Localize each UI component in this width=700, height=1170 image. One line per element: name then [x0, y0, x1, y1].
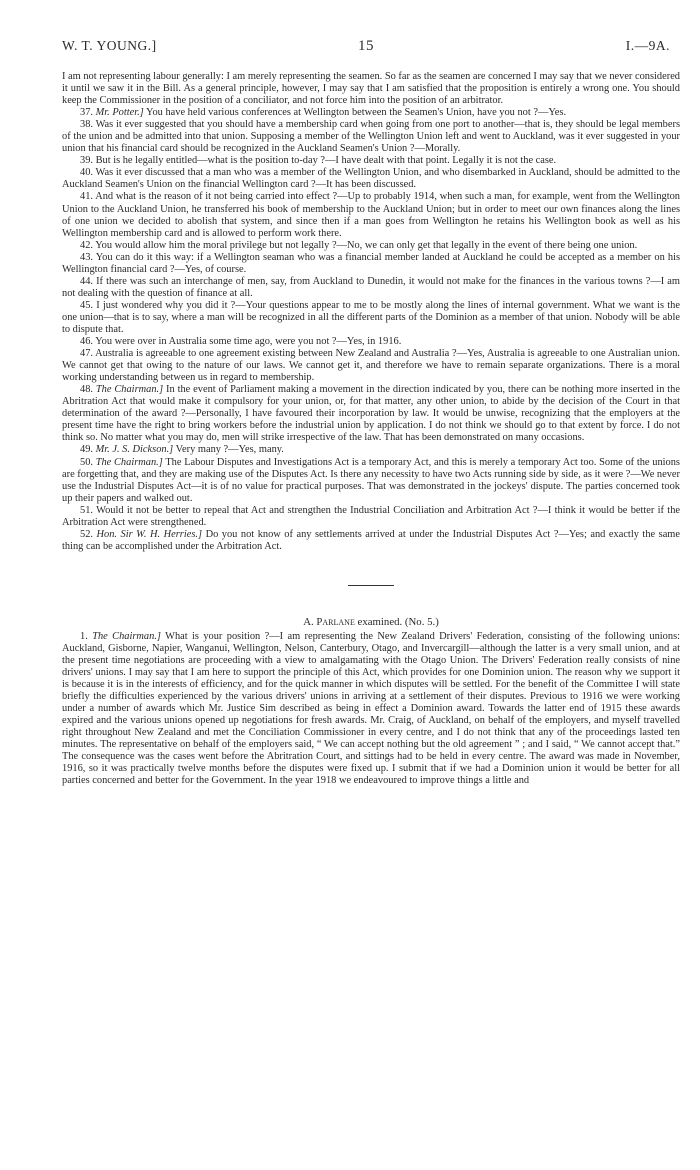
- paragraph-number: 44: [80, 275, 91, 287]
- speaker-name: The Chairman.]: [95, 456, 163, 468]
- paragraph-text: But is he legally entitled—what is the position to-day ?—I have dealt with that point. Legally it is not the case.: [95, 155, 557, 167]
- paragraph-number: 37: [80, 107, 91, 119]
- paragraph-number: 41: [80, 191, 91, 203]
- paragraph-number: 40: [80, 167, 91, 179]
- paragraph-text: And what is the reason of it not being carried into effect ?—Up to probably 1914, when such a man, for example, went from the Wellington Union to the Auckland Union, he transferred his book of membership to the Auckland Union; but in order to meet our own finances along the lines of one union we decided to abolish that system, and since then if a man goes from Wellington he retains his Wellington book as well as his Wellington membership card and is allowed to perform work there.: [62, 191, 680, 239]
- witness-heading-prefix: A.: [303, 615, 317, 628]
- paragraph-number: 1: [80, 630, 86, 642]
- numbered-paragraph: 49. Mr. J. S. Dickson.] Very many ?—Yes, many.: [80, 444, 284, 456]
- question-answer-list: [62, 107, 680, 553]
- paragraph-number: 47: [80, 348, 91, 360]
- paragraph-number: 49: [80, 444, 91, 456]
- numbered-paragraph: 46. You were over in Australia some time ago, were you not ?—Yes, in 1916.: [80, 336, 402, 348]
- page-header: [62, 38, 670, 58]
- paragraph-text: The Labour Disputes and Investigations Act is a temporary Act, and this is merely a temporary Act too. Some of the unions are forgetting that, and they are making use of the Disputes Act. Is there any necessity to have two Acts running side by side, as it were ?—We never use the Industrial Disputes Act—it is of no value for practical purposes. That was demonstrated in the jockeys' dispute. The parties concerned took up their papers and walked out.: [62, 456, 680, 504]
- numbered-paragraph: 43. You can do it this way: if a Wellington seaman who was a financial member landed at Auckland he could be accepted as a member on his Wellington financial card ?—Yes, of course.: [62, 251, 680, 275]
- numbered-paragraph: 51. Would it not be better to repeal that Act and strengthen the Industrial Conciliation and Arbitration Act ?—I think it would be better if the Arbitration Act were strengthened.: [62, 504, 680, 528]
- numbered-paragraph: 44. If there was such an interchange of men, say, from Auckland to Dunedin, it would not make for the finances in the various towns ?—I am not dealing with the question of finance at all.: [62, 275, 680, 299]
- paragraph-number: 38: [80, 119, 91, 131]
- opening-paragraph: I am not representing labour generally: I am merely representing the seamen. So far as the seamen are concerned I may say that we never considered it until we saw it in the Bill. As a general principle, however, I may say that I am satisfied that the proposition is entirely a wrong one. You should keep the Commissioner in the position of a conciliator, and not force him into the position of an arbitrator.: [62, 71, 680, 107]
- paragraph-text: In the event of Parliament making a movement in the direction indicated by you, there can be nothing more inserted in the Abritration Act that would make it compulsory for your union, or, for that matter, any other union, to abide by the decision of the Court in that determination of the award ?—Personally, I have favoured their incorporation by law. It would be unwise, recognizing that the employers at the present time have the right to bring workers before the industrial union by application. I do not think we should go to that extent by force. I do not think so. No matter what you may do, men will strike irrespective of the law. That has been demonstrated on many occasions.: [62, 384, 680, 444]
- numbered-paragraph: 48. The Chairman.] In the event of Parliament making a movement in the direction indicated by you, there can be nothing more inserted in the Abritration Act that would make it compulsory for your union, or, for that matter, any other union, to abide by the decision of the Court in that determination of the award ?—Personally, I have favoured their incorporation by law. It would be unwise, recognizing that the employers at the present time have the right to bring workers before the industrial union by application. I do not think we should go to that extent by force. I do not think so. No matter what you may do, men will strike irrespective of the law. That has been demonstrated on many occasions.: [62, 384, 680, 444]
- paragraph-number: 50: [80, 456, 91, 468]
- paragraph-number: 42: [80, 239, 91, 251]
- header-witness-name: W. T. YOUNG.]: [62, 38, 157, 53]
- document-body: [62, 71, 680, 788]
- paragraph-text: You have held various conferences at Wellington between the Seamen's Union, have you not ?—Yes.: [146, 107, 567, 119]
- speaker-name: Mr. Potter.]: [95, 107, 144, 119]
- witness-heading-suffix: examined. (No. 5.): [354, 615, 439, 628]
- numbered-paragraph: 37. Mr. Potter.] You have held various conferences at Wellington between the Seamen's Union, have you not ?—Yes.: [80, 107, 567, 119]
- paragraph-number: 46: [80, 336, 91, 348]
- paragraph-text: Do you not know of any settlements arrived at under the Industrial Disputes Act ?—Yes; and exactly the same thing can be accomplished under the Arbitration Act.: [62, 528, 680, 552]
- speaker-name: The Chairman.]: [92, 630, 161, 642]
- paragraph-number: 48: [80, 384, 91, 396]
- paragraph-number: 52: [80, 528, 91, 540]
- witness-heading: [62, 616, 680, 628]
- paragraph-text: If there was such an interchange of men, say, from Auckland to Dunedin, it would not make for the finances in the various towns ?—I am not dealing with the question of finance at all.: [62, 275, 680, 299]
- paragraph-number: 39: [80, 155, 91, 167]
- section-divider: [348, 585, 394, 586]
- numbered-paragraph: 50. The Chairman.] The Labour Disputes and Investigations Act is a temporary Act, and this is merely a temporary Act too. Some of the unions are forgetting that, and they are making use of the Disputes Act. Is there any necessity to have two Acts running side by side, as it were ?—We never use the Industrial Disputes Act—it is of no value for practical purposes. That was demonstrated in the jockeys' dispute. The parties concerned took up their papers and walked out.: [62, 456, 680, 504]
- numbered-paragraph: 41. And what is the reason of it not being carried into effect ?—Up to probably 1914, when such a man, for example, went from the Wellington Union to the Auckland Union, he transferred his book of membership to the Auckland Union; but in order to meet our own finances along the lines of one union we decided to abolish that system, and since then if a man goes from Wellington he retains his Wellington book as well as his Wellington membership card and is allowed to perform work there.: [62, 191, 680, 239]
- speaker-name: The Chairman.]: [95, 384, 164, 396]
- numbered-paragraph: 38. Was it ever suggested that you should have a membership card when going from one port to another—that is, they should be legal members of the union and be admitted into that union. Supposing a member of the Wellington Union left and went to Auckland, was it ever suggested in your union that his financial card should be recognized in the Auckland Seamen's Union ?—Morally.: [62, 119, 680, 155]
- numbered-paragraph: 40. Was it ever discussed that a man who was a member of the Wellington Union, and who disembarked in Auckland, should be admitted to the Auckland Seamen's Union on the financial Wellington card ?—It has been discussed.: [62, 167, 680, 191]
- numbered-paragraph: 42. You would allow him the moral privilege but not legally ?—No, we can only get that legally in the event of there being one union.: [80, 239, 638, 251]
- paragraph-text: Was it ever suggested that you should have a membership card when going from one port to another—that is, they should be legal members of the union and be admitted into that union. Supposing a member of the Wellington Union left and went to Auckland, was it ever suggested in your union that his financial card should be recognized in the Auckland Seamen's Union ?—Morally.: [62, 119, 680, 155]
- paragraph-text: Australia is agreeable to one agreement existing between New Zealand and Australia ?—Yes, Australia is agreeable to one Australian union. We cannot get that owing to the nature of our laws. We cannot get it, and therefore we have to remain separate organizations. There is a moral working understanding between us in regard to membership.: [62, 348, 681, 384]
- page-number: 15: [358, 38, 374, 54]
- witness-heading-name: Parlane: [316, 615, 355, 628]
- numbered-paragraph: 47. Australia is agreeable to one agreement existing between New Zealand and Australia ?—Yes, Australia is agreeable to one Australian union. We cannot get that owing to the nature of our laws. We cannot get it, and therefore we have to remain separate organizations. There is a moral working understanding between us in regard to membership.: [62, 348, 681, 384]
- numbered-paragraph: 39. But is he legally entitled—what is the position to-day ?—I have dealt with that point. Legally it is not the case.: [80, 155, 557, 167]
- numbered-paragraph: 52. Hon. Sir W. H. Herries.] Do you not know of any settlements arrived at under the Industrial Disputes Act ?—Yes; and exactly the same thing can be accomplished under the Arbitration Act.: [62, 528, 680, 552]
- numbered-paragraph: 1. The Chairman.] What is your position ?—I am representing the New Zealand Drivers' Federation, consisting of the following unions: Auckland, Gisborne, Napier, Wanganui, Wellington, Nelson, Canterbury, Otago, and Invercargill—although the latter is a very small union, and at the present time negotiations are proceeding with a view to amalgamating with the Otago Union. The Drivers' Federation really consists of nine drivers' unions. I may say that I am here to support the principle of this Act, which provides for one Dominion union. The reason why we support it is because it is in the interests of efficiency, and for the quick manner in which disputes will be settled. For the benefit of the Committee I will state briefly the difficulties experienced by the various drivers' unions in arriving at a settlement of their disputes. Previous to 1916 we were working under a number of awards which Mr. Justice Sim described as being in effect a Dominion award. Towards the latter end of 1915 these awards expired and the various unions opened up negotiations for fresh awards. Mr. Craig, of Auckland, on behalf of the employers, and myself travelled right throughout New Zealand and met the Conciliation Commissioner in every centre, and I do not think that any of the proceedings lasted ten minutes. The representative on behalf of the employers said, “ We can accept nothing but the old agreement ” ; and I said, “ We cannot accept that.” The consequence was the cases went before the Abritration Court, and sittings had to be held in every centre. The award was made in November, 1916, so it was practically twelve months before the disputes were fixed up. I submit that if we had a Dominion union it would be better for all parties concerned and better for the Government. In the year 1918 we endeavoured to improve things a little and: [62, 630, 681, 787]
- paragraph-number: 51: [80, 504, 91, 516]
- numbered-paragraph: 45. I just wondered why you did it ?—Your questions appear to me to be mostly along the lines of internal government. What we want is the one union—that is to say, where a man will be recognized in all the different parts of the Dominion as a member of that union. Nobody will be able to dispute that.: [62, 299, 680, 335]
- paragraph-text: I just wondered why you did it ?—Your questions appear to me to be mostly along the lines of internal government. What we want is the one union—that is to say, where a man will be recognized in all the different parts of the Dominion as a member of that union. Nobody will be able to dispute that.: [62, 299, 680, 335]
- speaker-name: Mr. J. S. Dickson.]: [95, 444, 174, 456]
- paragraph-text: You can do it this way: if a Wellington seaman who was a financial member landed at Auckland he could be accepted as a member on his Wellington financial card ?—Yes, of course.: [62, 251, 680, 275]
- paragraph-text: What is your position ?—I am representing the New Zealand Drivers' Federation, consisting of the following unions: Auckland, Gisborne, Napier, Wanganui, Wellington, Nelson, Canterbury, Otago, and Invercargill—although the latter is a very small union, and at the present time negotiations are proceeding with a view to amalgamating with the Otago Union. The Drivers' Federation really consists of nine drivers' unions. I may say that I am here to support the principle of this Act, which provides for one Dominion union. The reason why we support it is because it is in the interests of efficiency, and for the quick manner in which disputes will be settled. For the benefit of the Committee I will state briefly the difficulties experienced by the various drivers' unions in arriving at a settlement of their disputes. Previous to 1916 we were working under a number of awards which Mr. Justice Sim described as being in effect a Dominion award. Towards the latter end of 1915 these awards expired and the various unions opened up negotiations for fresh awards. Mr. Craig, of Auckland, on behalf of the employers, and myself travelled right throughout New Zealand and met the Conciliation Commissioner in every centre, and I do not think that any of the proceedings lasted ten minutes. The representative on behalf of the employers said, “ We can accept nothing but the old agreement ” ; and I said, “ We cannot accept that.” The consequence was the cases went before the Abritration Court, and sittings had to be held in every centre. The award was made in November, 1916, so it was practically twelve months before the disputes were fixed up. I submit that if we had a Dominion union it would be better for all parties concerned and better for the Government. In the year 1918 we endeavoured to improve things a little and: [62, 630, 681, 787]
- paragraph-text: You were over in Australia some time ago, were you not ?—Yes, in 1916.: [95, 336, 402, 348]
- paragraph-text: Very many ?—Yes, many.: [175, 444, 284, 456]
- paper-reference: I.—9A.: [625, 38, 670, 53]
- paragraph-text: Would it not be better to repeal that Act and strengthen the Industrial Conciliation and Arbitration Act ?—I think it would be better if the Arbitration Act were strengthened.: [62, 504, 680, 528]
- paragraph-text: Was it ever discussed that a man who was a member of the Wellington Union, and who disembarked in Auckland, should be admitted to the Auckland Seamen's Union on the financial Wellington card ?—It has been discussed.: [62, 167, 680, 191]
- speaker-name: Hon. Sir W. H. Herries.]: [96, 528, 203, 540]
- paragraph-number: 45: [80, 299, 91, 311]
- paragraph-number: 43: [80, 251, 91, 263]
- paragraph-text: You would allow him the moral privilege but not legally ?—No, we can only get that legally in the event of there being one union.: [95, 239, 638, 251]
